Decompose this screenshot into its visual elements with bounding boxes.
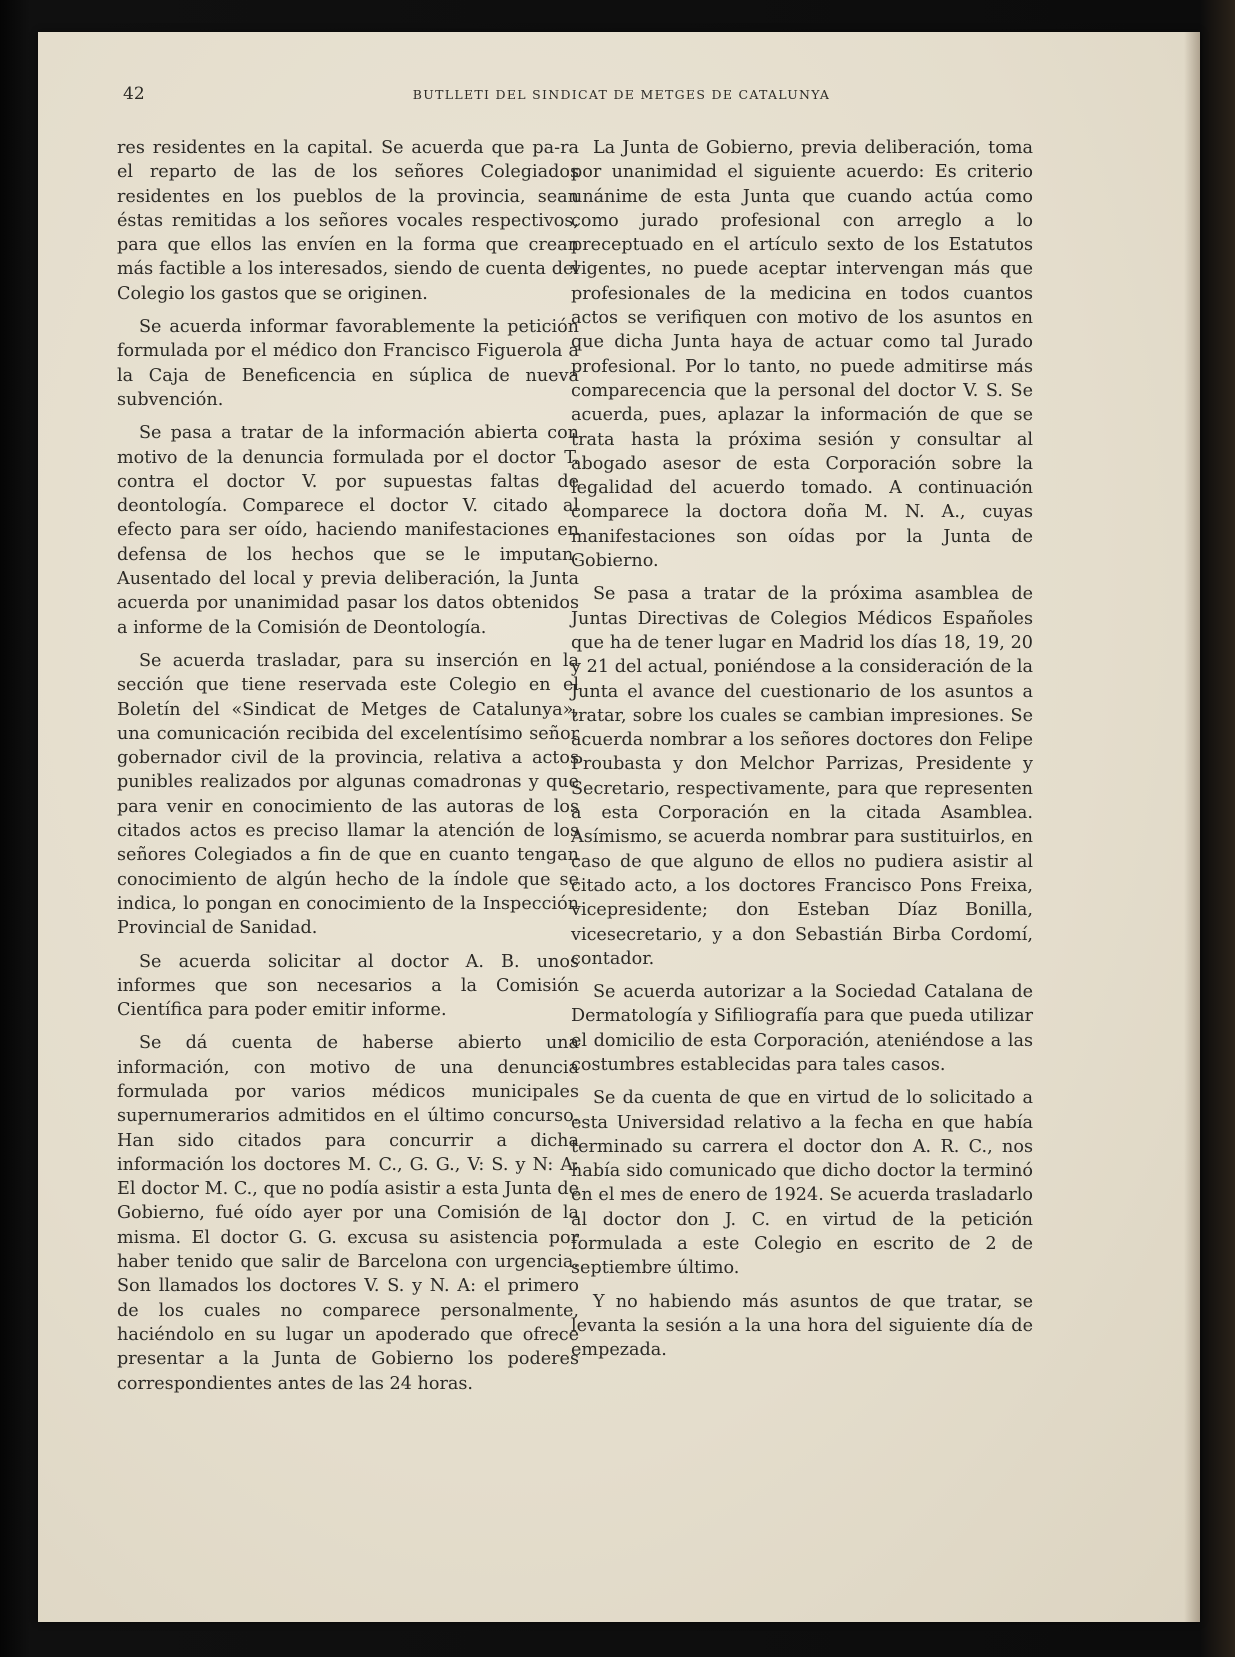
paragraph: Se pasa a tratar de la próxima asamblea de Juntas Directivas de Colegios Médicos Españoles que ha de tener lugar en Madrid los días 18, 19, 20 y 21 del actual, poniéndose a la consideración de la Junta el avance del cuestionario de los asuntos a tratar, sobre los cuales se cambian impresiones. Se acuerda nombrar a los señores doctores don Felipe Proubasta y don Melchor Parrizas, Presidente y Secretario, respectivamente, para que representen a esta Corporación en la citada Asamblea. Asímismo, se acuerda nombrar para sustituirlos, en caso de que alguno de ellos no pudiera asistir al citado acto, a los doctores Francisco Pons Freixa, vicepresidente; don Esteban Díaz Bonilla, vicesecretario, y a don Sebastián Birba Cordomí, contador. (571, 584, 1033, 969)
running-title: BUTLLETI DEL SINDICAT DE METGES DE CATALUNYA (412, 87, 831, 102)
page-gutter-shadow (1184, 32, 1200, 1622)
paragraph: Se acuerda solicitar al doctor A. B. unos informes que son necesarios a la Comisión Científica para poder emitir informe. (117, 951, 579, 1021)
page-header (123, 84, 1058, 114)
paragraph: Se da cuenta de que en virtud de lo solicitado a esta Universidad relativo a la fecha en que había terminado su carrera el doctor don A. R. C., nos había sido comunicado que dicho doctor la terminó en el mes de enero de 1924. Se acuerda trasladarlo al doctor don J. C. en virtud de la petición formulada a este Colegio en escrito de 2 de septiembre último. (571, 1088, 1033, 1279)
paragraph: Se acuerda trasladar, para su inserción en la sección que tiene reservada este Colegio en el Boletín del «Sindicat de Metges de Catalunya», una comunicación recibida del excelentísimo señor gobernador civil de la provincia, relativa a actos punibles realizados por algunas comadronas y que para venir en conocimiento de las autoras de los citados actos es preciso llamar la atención de los señores Colegiados a fin de que en cuanto tengan conocimiento de algún hecho de la índole que se indica, lo pongan en conocimiento de la Inspección Provincial de Sanidad. (117, 650, 579, 939)
paragraph: Se acuerda informar favorablemente la petición formulada por el médico don Francisco Figuerola a la Caja de Beneficencia en súplica de nueva subvención. (117, 317, 579, 410)
paragraph: Se dá cuenta de haberse abierto una información, con motivo de una denuncia formulada por varios médicos municipales supernumerarios admitidos en el último concurso. Han sido citados para concurrir a dicha información los doctores M. C., G. G., V: S. y N: A: El doctor M. C., que no podía asistir a esta Junta de Gobierno, fué oído ayer por una Comisión de la misma. El doctor G. G. excusa su asistencia por haber tenido que salir de Barcelona con urgencia. Son llamados los doctores V. S. y N. A: el primero de los cuales no comparece personalmente, haciéndolo en su lugar un apoderado que ofrece presentar a la Junta de Gobierno los poderes correspondientes antes de las 24 horas. (117, 1033, 579, 1394)
right-column (571, 136, 1033, 1372)
page-number: 42 (123, 84, 145, 104)
paragraph: res residentes en la capital. Se acuerda que pa-ra el reparto de las de los señores Colegiados residentes en los pueblos de la provincia, sean éstas remitidas a los señores vocales respectivos, para que ellos las envíen en la forma que crean más factible a los interesados, siendo de cuenta del Colegio los gastos que se originen. (117, 138, 579, 304)
paragraph: La Junta de Gobierno, previa deliberación, toma por unanimidad el siguiente acuerdo: Es criterio unánime de esta Junta que cuando actúa como como jurado profesional con arreglo a lo preceptuado en el artículo sexto de los Estatutos vigentes, no puede aceptar intervengan más que profesionales de la medicina en todos cuantos actos se verifiquen con motivo de los asuntos en que dicha Junta haya de actuar como tal Jurado profesional. Por lo tanto, no puede admitirse más comparecencia que la personal del doctor V. S. Se acuerda, pues, aplazar la información de que se trata hasta la próxima sesión y consultar al abogado asesor de esta Corporación sobre la legalidad del acuerdo tomado. A continuación comparece la doctora doña M. N. A., cuyas manifestaciones son oídas por la Junta de Gobierno. (571, 138, 1033, 572)
left-column (117, 136, 579, 1405)
paragraph: Se acuerda autorizar a la Sociedad Catalana de Dermatología y Sifiliografía para que pueda utilizar el domicilio de esta Corporación, ateniéndose a las costumbres establecidas para tales casos. (571, 982, 1033, 1075)
paragraph: Y no habiendo más asuntos de que tratar, se levanta la sesión a la una hora del siguiente día de empezada. (571, 1291, 1033, 1361)
paragraph: Se pasa a tratar de la información abierta con motivo de la denuncia formulada por el doctor T. contra el doctor V. por supuestas faltas de deontología. Comparece el doctor V. citado al efecto para ser oído, haciendo manifestaciones en defensa de los hechos que se le imputan. Ausentado del local y previa deliberación, la Junta acuerda por unanimidad pasar los datos obtenidos a informe de la Comisión de Deontología. (117, 423, 579, 638)
